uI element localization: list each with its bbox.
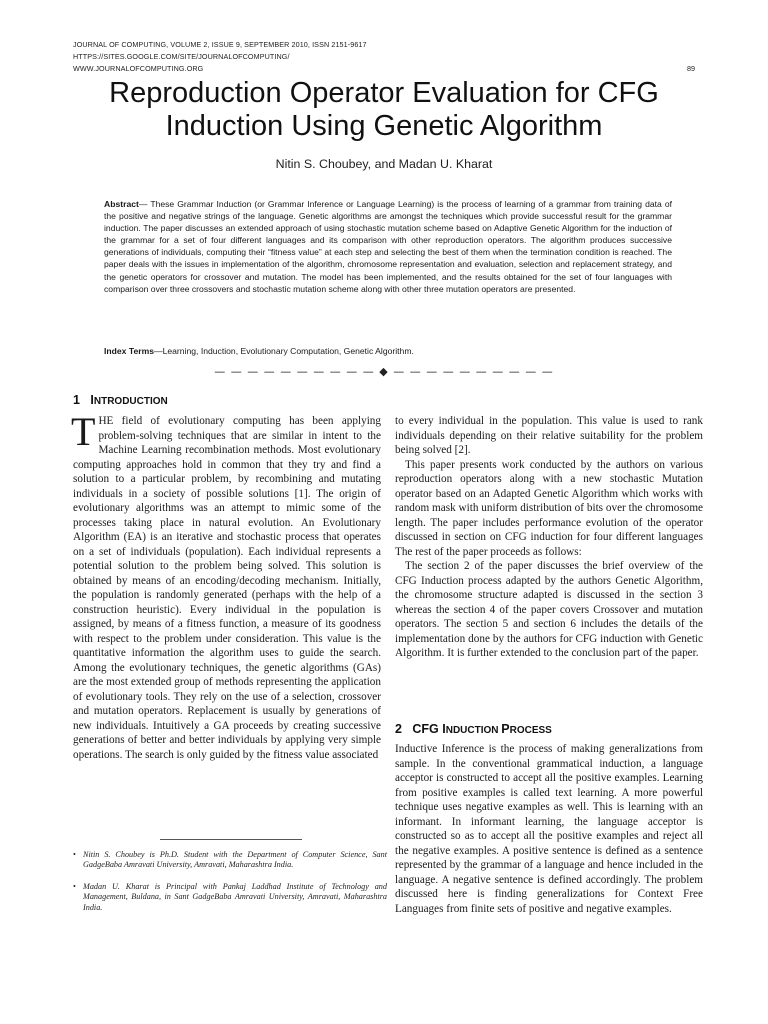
footnote-2 <box>73 882 387 913</box>
journal-header-line-2: HTTPS://SITES.GOOGLE.COM/SITE/JOURNALOFCOMPUTING/ <box>73 52 290 61</box>
footnote-1-text: Nitin S. Choubey is Ph.D. Student with the Department of Computer Science, Sant GadgeBaba Amravati University, Amravati, Maharashtra India. <box>83 850 387 870</box>
section-1-paragraph-1-continued: to every individual in the population. This value is used to rank individuals depending on their relative suitability for the problem being solved [2]. <box>395 415 703 456</box>
section-1-heading <box>73 393 168 407</box>
abstract <box>104 198 672 295</box>
journal-header-line-1: JOURNAL OF COMPUTING, VOLUME 2, ISSUE 9, SEPTEMBER 2010, ISSN 2151-9617 <box>73 40 367 49</box>
index-terms-text: —Learning, Induction, Evolutionary Computation, Genetic Algorithm. <box>154 346 414 356</box>
left-column <box>71 409 381 762</box>
section-2-paragraph-1: Inductive Inference is the process of making generalizations from sample. In the conventional grammatical induction, a language acceptor is constructed to accept all the positive examples. Learning from positive examples is called text learning. A more powerful technique uses negative examples as well. This is learning with an informant. In informant learning, the language acceptor is constructed so as to accept all the positive examples and reject all the negative examples. A positive sentence is defined as a sentence represented by the grammar of a language and hence included in the language. A negative sentence is defined accordingly. The problem discussed here is finding generalizations for Context Free Languages from finite sets of positive and negative examples. <box>395 743 703 915</box>
section-1-paragraph-1-text: HE field of evolutionary computing has been applying problem-solving techniques that are similar in intent to the Machine Learning recombination methods. Most evolutionary computing approaches hold in common that they try and find a solution to a particular problem, by recombining and mutating individuals in a society of possible solutions [1]. The origin of evolutionary algorithms was an attempt to mimic some of the processes taking place in natural evolution. An Evolutionary Algorithm (EA) is an iterative and stochastic process that operates on a set of individuals (population). Each individual represents a potential solution to the problem being solved. This solution is obtained by means of an encoding/decoding mechanism. Initially, the population is randomly generated (perhaps with the help of a construction heuristic). Every individual in the population is assigned, by means of a fitness function, a measure of its goodness with respect to the problem under consideration. This value is the quantitative information the algorithm uses to guide the search. Among the evolutionary techniques, the genetic algorithms (GAs) are the most extended group of methods representing the application of evolutionary tools. They rely on the use of a selection, crossover and mutation operators. Replacement is usually by generations of new individuals. Intuitively a GA proceeds by creating successive generations of better and better individuals by applying very simple operations. The search is only guided by the fitness value associated <box>73 415 381 761</box>
footnote-1 <box>73 850 387 871</box>
index-terms <box>104 346 672 356</box>
abstract-label: Abstract <box>104 199 139 209</box>
paper-title: Reproduction Operator Evaluation for CFG Induction Using Genetic Algorithm <box>109 77 659 142</box>
section-1-paragraph-1 <box>71 409 381 762</box>
section-1-number: 1 <box>73 393 80 407</box>
page-number: 89 <box>687 64 695 73</box>
abstract-dash: — <box>138 199 151 209</box>
drop-cap: T <box>71 409 96 454</box>
section-1-heading-initial: I <box>90 393 94 407</box>
footnote-1-bullet: • <box>73 850 76 859</box>
right-column-bottom <box>395 742 703 916</box>
journal-header-line-3: WWW.JOURNALOFCOMPUTING.ORG <box>73 64 204 73</box>
right-column-top <box>395 414 703 661</box>
section-2-heading-c: P <box>501 722 510 736</box>
footnote-2-text: Madan U. Kharat is Principal with Pankaj Laddhad Institute of Technology and Management, Buldana, in Sant GadgeBaba Amravati University, Amravati, Maharashtra India. <box>83 882 387 912</box>
paper-authors: Nitin S. Choubey, and Madan U. Kharat <box>275 157 493 171</box>
section-2-heading-b: NDUCTION <box>445 725 502 736</box>
footnote-rule <box>160 839 302 840</box>
section-2-number: 2 <box>395 722 402 736</box>
section-1-paragraph-3: The section 2 of the paper discusses the brief overview of the CFG Induction process adapted by the authors Genetic Algorithm, the chromosome structure adapted is discussed in the section 3 whereas the section 4 of the paper covers Crossover and mutation operators. The section 5 and section 6 includes the details of the implementation done by the authors for CFG induction with Genetic Algorithm. It is further extended to the conclusion part of the paper. <box>395 560 703 659</box>
section-1-paragraph-2: This paper presents work conducted by the authors on various reproduction operators along with a new stochastic Mutation operator based on an Adapted Genetic Algorithm which works with random mask with uniform distribution of bits over the chromosome length. The paper includes performance evolution of the operator discussed in section on CFG induction for four different languages The rest of the paper proceeds as follows: <box>395 458 703 558</box>
section-2-heading-d: ROCESS <box>509 725 552 736</box>
section-2-heading-a: CFG I <box>412 722 446 736</box>
section-separator: — — — — — — — — — — ◆ — — — — — — — — — — <box>214 365 554 378</box>
section-2-heading <box>395 722 552 736</box>
abstract-text: These Grammar Induction (or Grammar Inference or Language Learning) is the process of learning of a grammar from training data of the positive and negative strings of the language. Genetic algorithms are amongst the techniques which provide successful result for the grammar induction. The paper discusses an extended approach of using stochastic mutation scheme based on Adaptive Genetic Algorithm for the induction of the grammar for a set of four different languages and its comparison with other reproduction operators. The algorithm produces successive generations of individuals, computing their “fitness value” at each step and selecting the best of them when the termination condition is reached. The paper deals with the issues in implementation of the algorithm, chromosome representation and evaluation, selection and replacement strategy, and the genetic operators for crossover and mutation. The model has been implemented, and the results obtained for the set of four languages with comparison over three crossovers and stochastic mutation scheme along with other three mutation operators are presented. <box>104 199 672 294</box>
section-1-heading-rest: NTRODUCTION <box>93 396 168 407</box>
footnote-2-bullet: • <box>73 882 76 891</box>
index-terms-label: Index Terms <box>104 346 154 356</box>
